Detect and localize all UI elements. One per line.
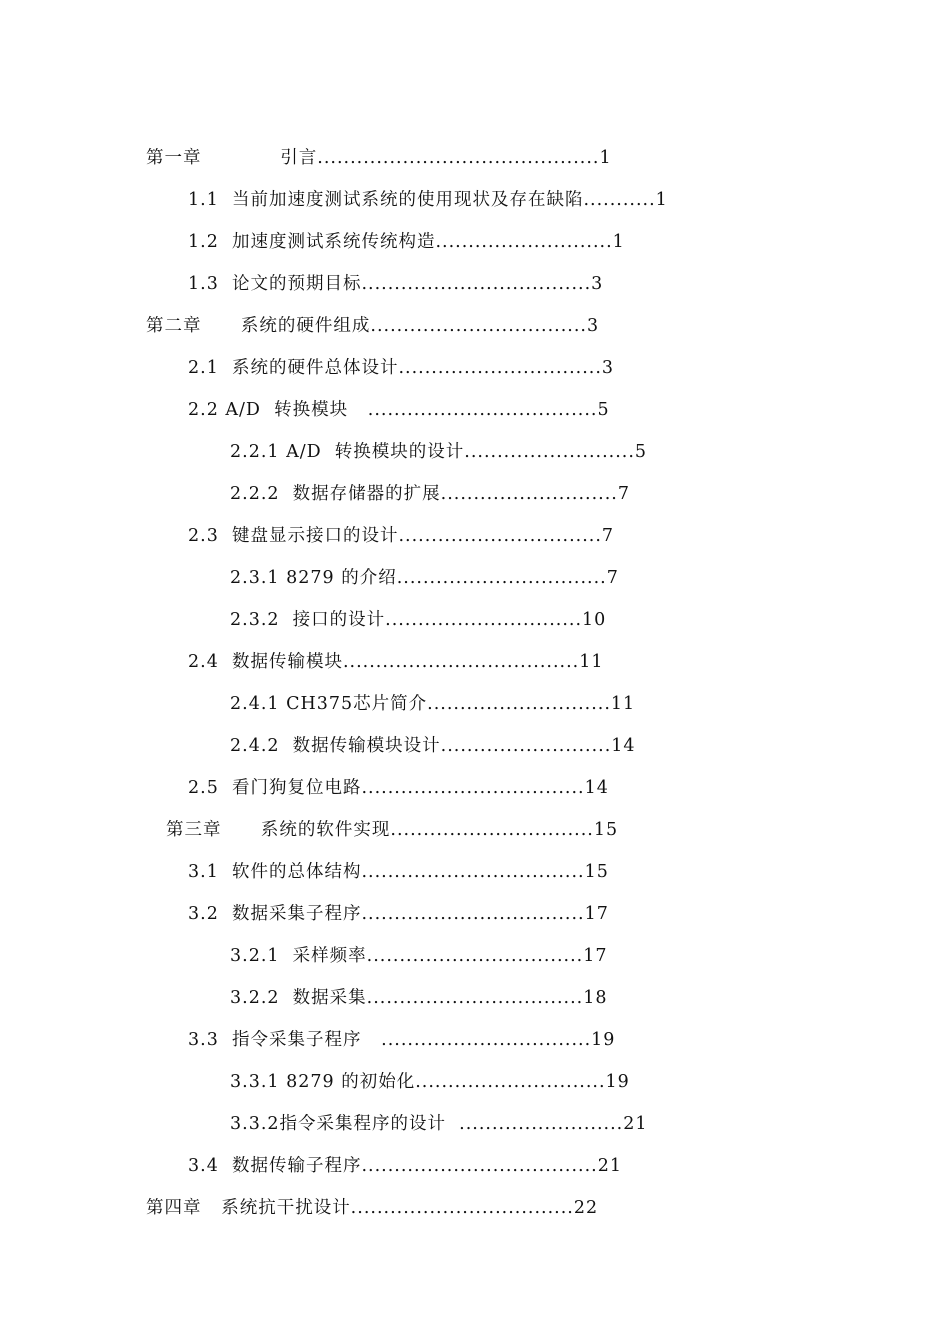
toc-entry-3-1[interactable]: 3.1 软件的总体结构..................................15 <box>188 862 609 882</box>
toc-entry-2-1[interactable]: 2.1 系统的硬件总体设计...............................3 <box>188 358 615 378</box>
toc-entry-2-2[interactable]: 2.2 A/D 转换模块 ...................................5 <box>188 400 610 420</box>
toc-entry-2-5[interactable]: 2.5 看门狗复位电路..................................14 <box>188 778 609 798</box>
toc-entry-chapter-3[interactable]: 第三章 系统的软件实现...............................15 <box>166 820 619 840</box>
toc-entry-chapter-4[interactable]: 第四章 系统抗干扰设计..................................22 <box>146 1198 599 1218</box>
toc-entry-2-4-2[interactable]: 2.4.2 数据传输模块设计..........................14 <box>230 736 636 756</box>
toc-entry-3-3-1[interactable]: 3.3.1 8279 的初始化.............................19 <box>230 1072 630 1092</box>
toc-entry-3-3[interactable]: 3.3 指令采集子程序 ................................19 <box>188 1030 616 1050</box>
toc-entry-1-3[interactable]: 1.3 论文的预期目标...................................3 <box>188 274 604 294</box>
toc-entry-2-4[interactable]: 2.4 数据传输模块....................................11 <box>188 652 604 672</box>
toc-entry-1-2[interactable]: 1.2 加速度测试系统传统构造...........................1 <box>188 232 625 252</box>
toc-entry-3-2-2[interactable]: 3.2.2 数据采集.................................18 <box>230 988 608 1008</box>
toc-entry-3-3-2[interactable]: 3.3.2指令采集程序的设计 .........................21 <box>230 1114 648 1134</box>
toc-entry-chapter-2[interactable]: 第二章 系统的硬件组成.................................3 <box>146 316 600 336</box>
toc-entry-2-2-1[interactable]: 2.2.1 A/D 转换模块的设计..........................5 <box>230 442 648 462</box>
toc-entry-2-3-1[interactable]: 2.3.1 8279 的介绍................................7 <box>230 568 619 588</box>
toc-entry-3-2-1[interactable]: 3.2.1 采样频率.................................17 <box>230 946 608 966</box>
toc-entry-3-2[interactable]: 3.2 数据采集子程序..................................17 <box>188 904 609 924</box>
toc-entry-2-2-2[interactable]: 2.2.2 数据存储器的扩展...........................7 <box>230 484 630 504</box>
toc-entry-chapter-1[interactable]: 第一章 引言...........................................1 <box>146 148 612 168</box>
toc-entry-2-3[interactable]: 2.3 键盘显示接口的设计...............................7 <box>188 526 615 546</box>
toc-entry-3-4[interactable]: 3.4 数据传输子程序....................................21 <box>188 1156 622 1176</box>
toc-entry-2-3-2[interactable]: 2.3.2 接口的设计..............................10 <box>230 610 607 630</box>
toc-entry-2-4-1[interactable]: 2.4.1 CH375芯片简介............................11 <box>230 694 636 714</box>
toc-entry-1-1[interactable]: 1.1 当前加速度测试系统的使用现状及存在缺陷...........1 <box>188 190 668 210</box>
